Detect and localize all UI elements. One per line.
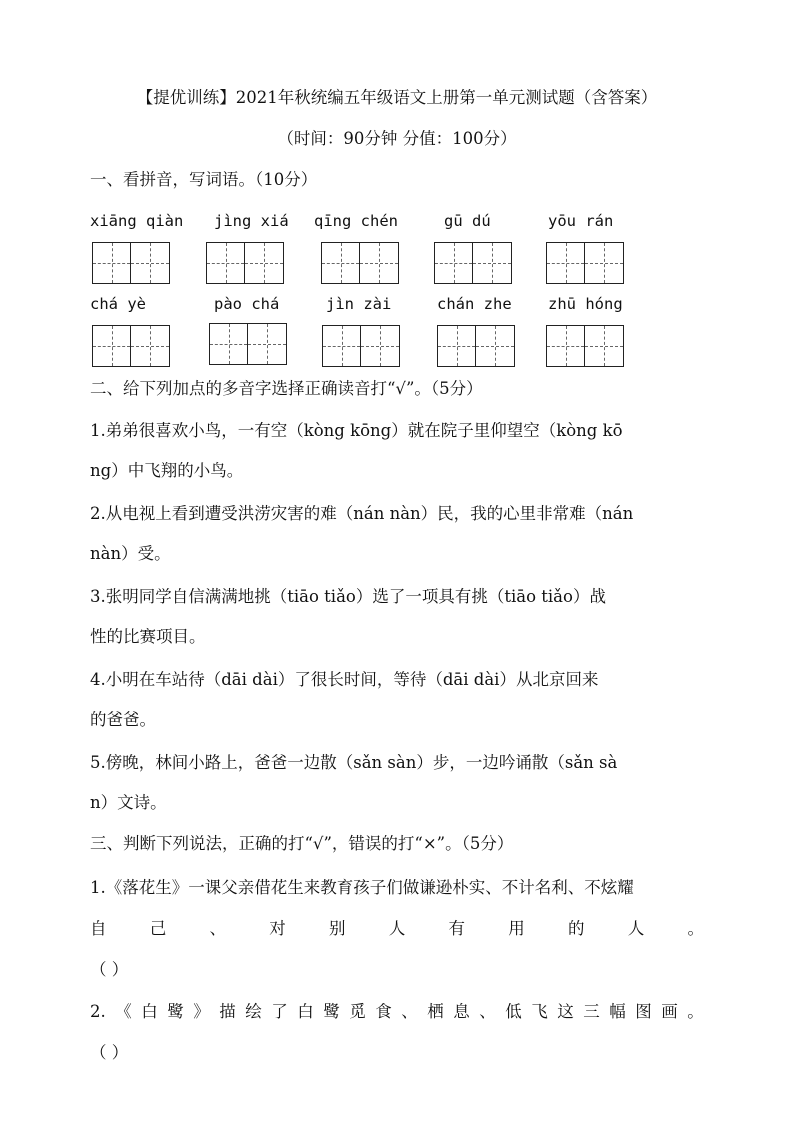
writing-grid[interactable]: [434, 242, 512, 284]
writing-grid[interactable]: [322, 325, 400, 367]
question-text: 3.张明同学自信满满地挑（tiāo tiǎo）选了一项具有挑（tiāo tiǎo）战: [90, 587, 606, 606]
question-text: ng）中飞翔的小鸟。: [90, 461, 244, 480]
question-text-spread: 自 己 、 对 别 人 有 用 的 人 。: [90, 919, 704, 938]
writing-grid[interactable]: [209, 323, 287, 365]
section-3-heading: 三、判断下列说法，正确的打“√”，错误的打“×”。（5分）: [90, 834, 514, 853]
question-text: 的爸爸。: [90, 710, 156, 729]
pinyin-6: chá yè: [90, 295, 146, 313]
section-1-heading: 一、看拼音，写词语。（10分）: [90, 170, 318, 189]
answer-blank[interactable]: （ ）: [90, 1043, 129, 1062]
writing-grid[interactable]: [546, 325, 624, 367]
writing-grid[interactable]: [321, 242, 399, 284]
pinyin-9: chán zhe: [437, 295, 512, 313]
writing-grid[interactable]: [546, 242, 624, 284]
pinyin-4: gū dú: [444, 212, 491, 230]
question-text-spread: 2. 《 白 鹭 》 描 绘 了 白 鹭 觅 食 、 栖 息 、 低 飞 这 三 幅 图 画 。: [90, 1002, 704, 1021]
question-text: nàn）受。: [90, 544, 171, 563]
question-text: n）文诗。: [90, 793, 167, 812]
pinyin-10: zhū hóng: [548, 295, 623, 313]
page-subtitle: （时间：90分钟 分值：100分）: [277, 129, 517, 148]
answer-blank[interactable]: （ ）: [90, 960, 129, 979]
pinyin-3: qīng chén: [314, 212, 398, 230]
question-text: 1.弟弟很喜欢小鸟，一有空（kòng kōng）就在院子里仰望空（kòng kō: [90, 421, 623, 440]
writing-grid[interactable]: [206, 242, 284, 284]
writing-grid[interactable]: [437, 325, 515, 367]
writing-grid[interactable]: [92, 325, 170, 367]
pinyin-1: xiāng qiàn: [90, 212, 184, 230]
question-text: 2.从电视上看到遭受洪涝灾害的难（nán nàn）民，我的心里非常难（nán: [90, 504, 634, 523]
pinyin-5: yōu rán: [548, 212, 614, 230]
section-2-heading: 二、给下列加点的多音字选择正确读音打“√”。（5分）: [90, 379, 483, 398]
question-text: 5.傍晚，林间小路上，爸爸一边散（sǎn sàn）步，一边吟诵散（sǎn sà: [90, 753, 618, 772]
writing-grid[interactable]: [92, 242, 170, 284]
pinyin-2: jìng xiá: [214, 212, 289, 230]
page-title: 【提优训练】2021年秋统编五年级语文上册第一单元测试题（含答案）: [136, 88, 658, 107]
pinyin-7: pào chá: [214, 295, 280, 313]
question-text: 性的比赛项目。: [90, 627, 206, 646]
pinyin-8: jìn zài: [326, 295, 392, 313]
question-text: 4.小明在车站待（dāi dài）了很长时间，等待（dāi dài）从北京回来: [90, 670, 599, 689]
question-text: 1.《落花生》一课父亲借花生来教育孩子们做谦逊朴实、不计名利、不炫耀: [90, 878, 634, 897]
